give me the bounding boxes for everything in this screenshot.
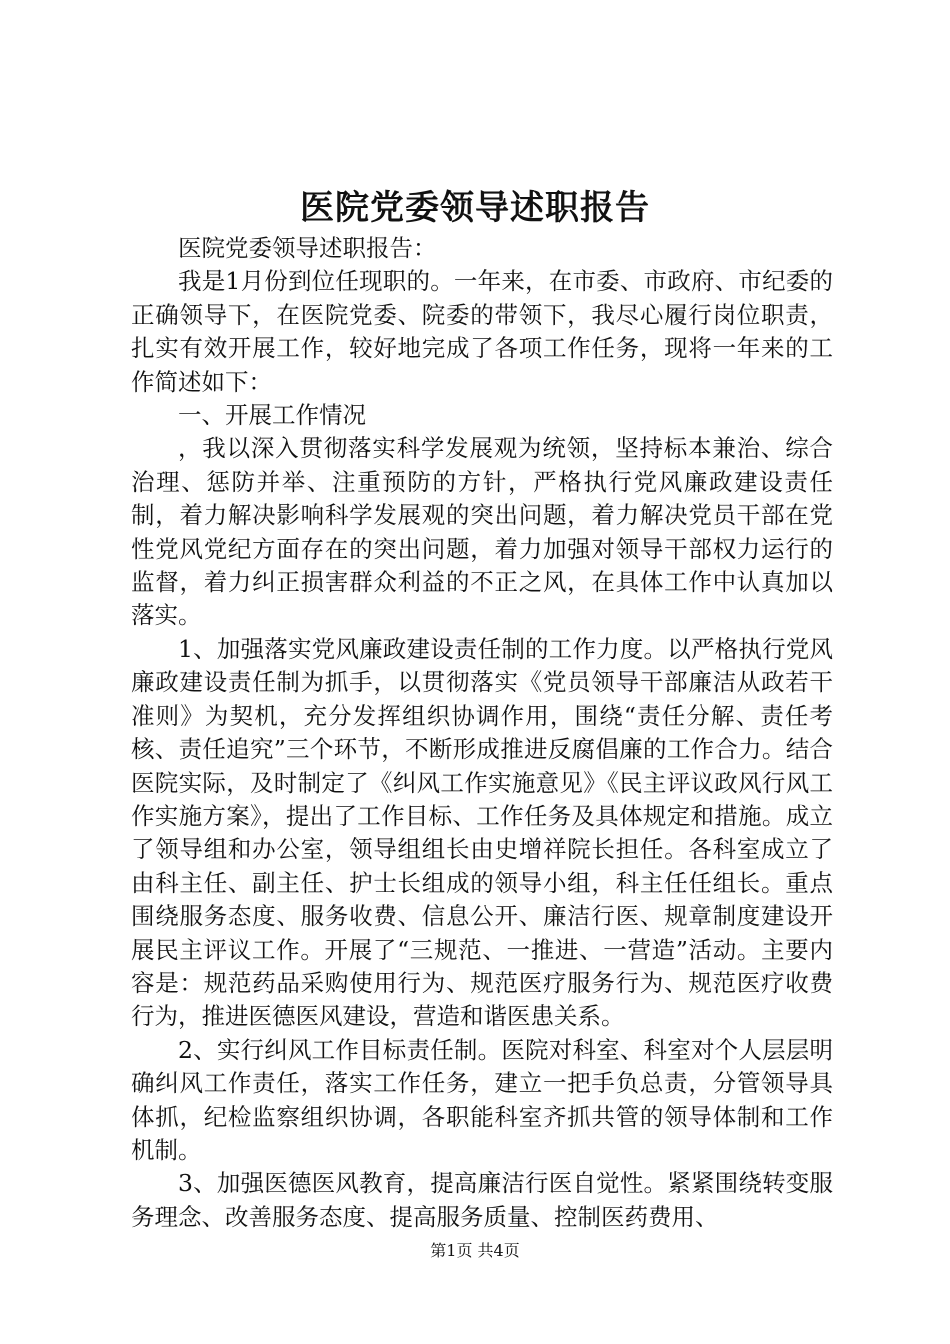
paragraph: 1、加强落实党风廉政建设责任制的工作力度。以严格执行党风廉政建设责任制为抓手，以贯彻落实《党员领导干部廉洁从政若干准则》为契机，充分发挥组织协调作用，围绕“责任分解、责任考核、责任追究”三个环节，不断形成推进反腐倡廉的工作合力。结合医院实际，及时制定了《纠风工作实施意见》《民主评议政风行风工作实施方案》，提出了工作目标、工作任务及具体规定和措施。成立了领导组和办公室，领导组组长由史增祥院长担任。各科室成立了由科主任、副主任、护士长组成的领导小组，科主任任组长。重点围绕服务态度、服务收费、信息公开、廉洁行医、规章制度建设开展民主评议工作。开展了“三规范、一推进、一营造”活动。主要内容是：规范药品采购使用行为、规范医疗服务行为、规范医疗收费行为，推进医德医风建设，营造和谐医患关系。 (131, 634, 833, 1031)
paragraph: 2、实行纠风工作目标责任制。医院对科室、科室对个人层层明确纠风工作责任，落实工作任务，建立一把手负总责，分管领导具体抓，纪检监察组织协调，各职能科室齐抓共管的领导体制和工作机制。 (131, 1035, 833, 1164)
paragraph: 3、加强医德医风教育，提高廉洁行医自觉性。紧紧围绕转变服务理念、改善服务态度、提高服务质量、控制医药费用、 (131, 1169, 833, 1231)
document-body (131, 232, 833, 1234)
page-number-footer: 第1页 共4页 (430, 1241, 520, 1260)
document-title: 医院党委领导述职报告 (300, 188, 650, 228)
paragraph: 医院党委领导述职报告： (178, 234, 437, 262)
paragraph: ，我以深入贯彻落实科学发展观为统领，坚持标本兼治、综合治理、惩防并举、注重预防的方针，严格执行党风廉政建设责任制，着力解决影响科学发展观的突出问题，着力解决党员干部在党性党风党纪方面存在的突出问题，着力加强对领导干部权力运行的监督，着力纠正损害群众利益的不正之风，在具体工作中认真加以落实。 (131, 434, 833, 630)
section-heading: 一、开展工作情况 (178, 401, 366, 430)
paragraph: 我是1月份到位任现职的。一年来，在市委、市政府、市纪委的正确领导下，在医院党委、院委的带领下，我尽心履行岗位职责，扎实有效开展工作，较好地完成了各项工作任务，现将一年来的工作简述如下： (131, 267, 833, 396)
